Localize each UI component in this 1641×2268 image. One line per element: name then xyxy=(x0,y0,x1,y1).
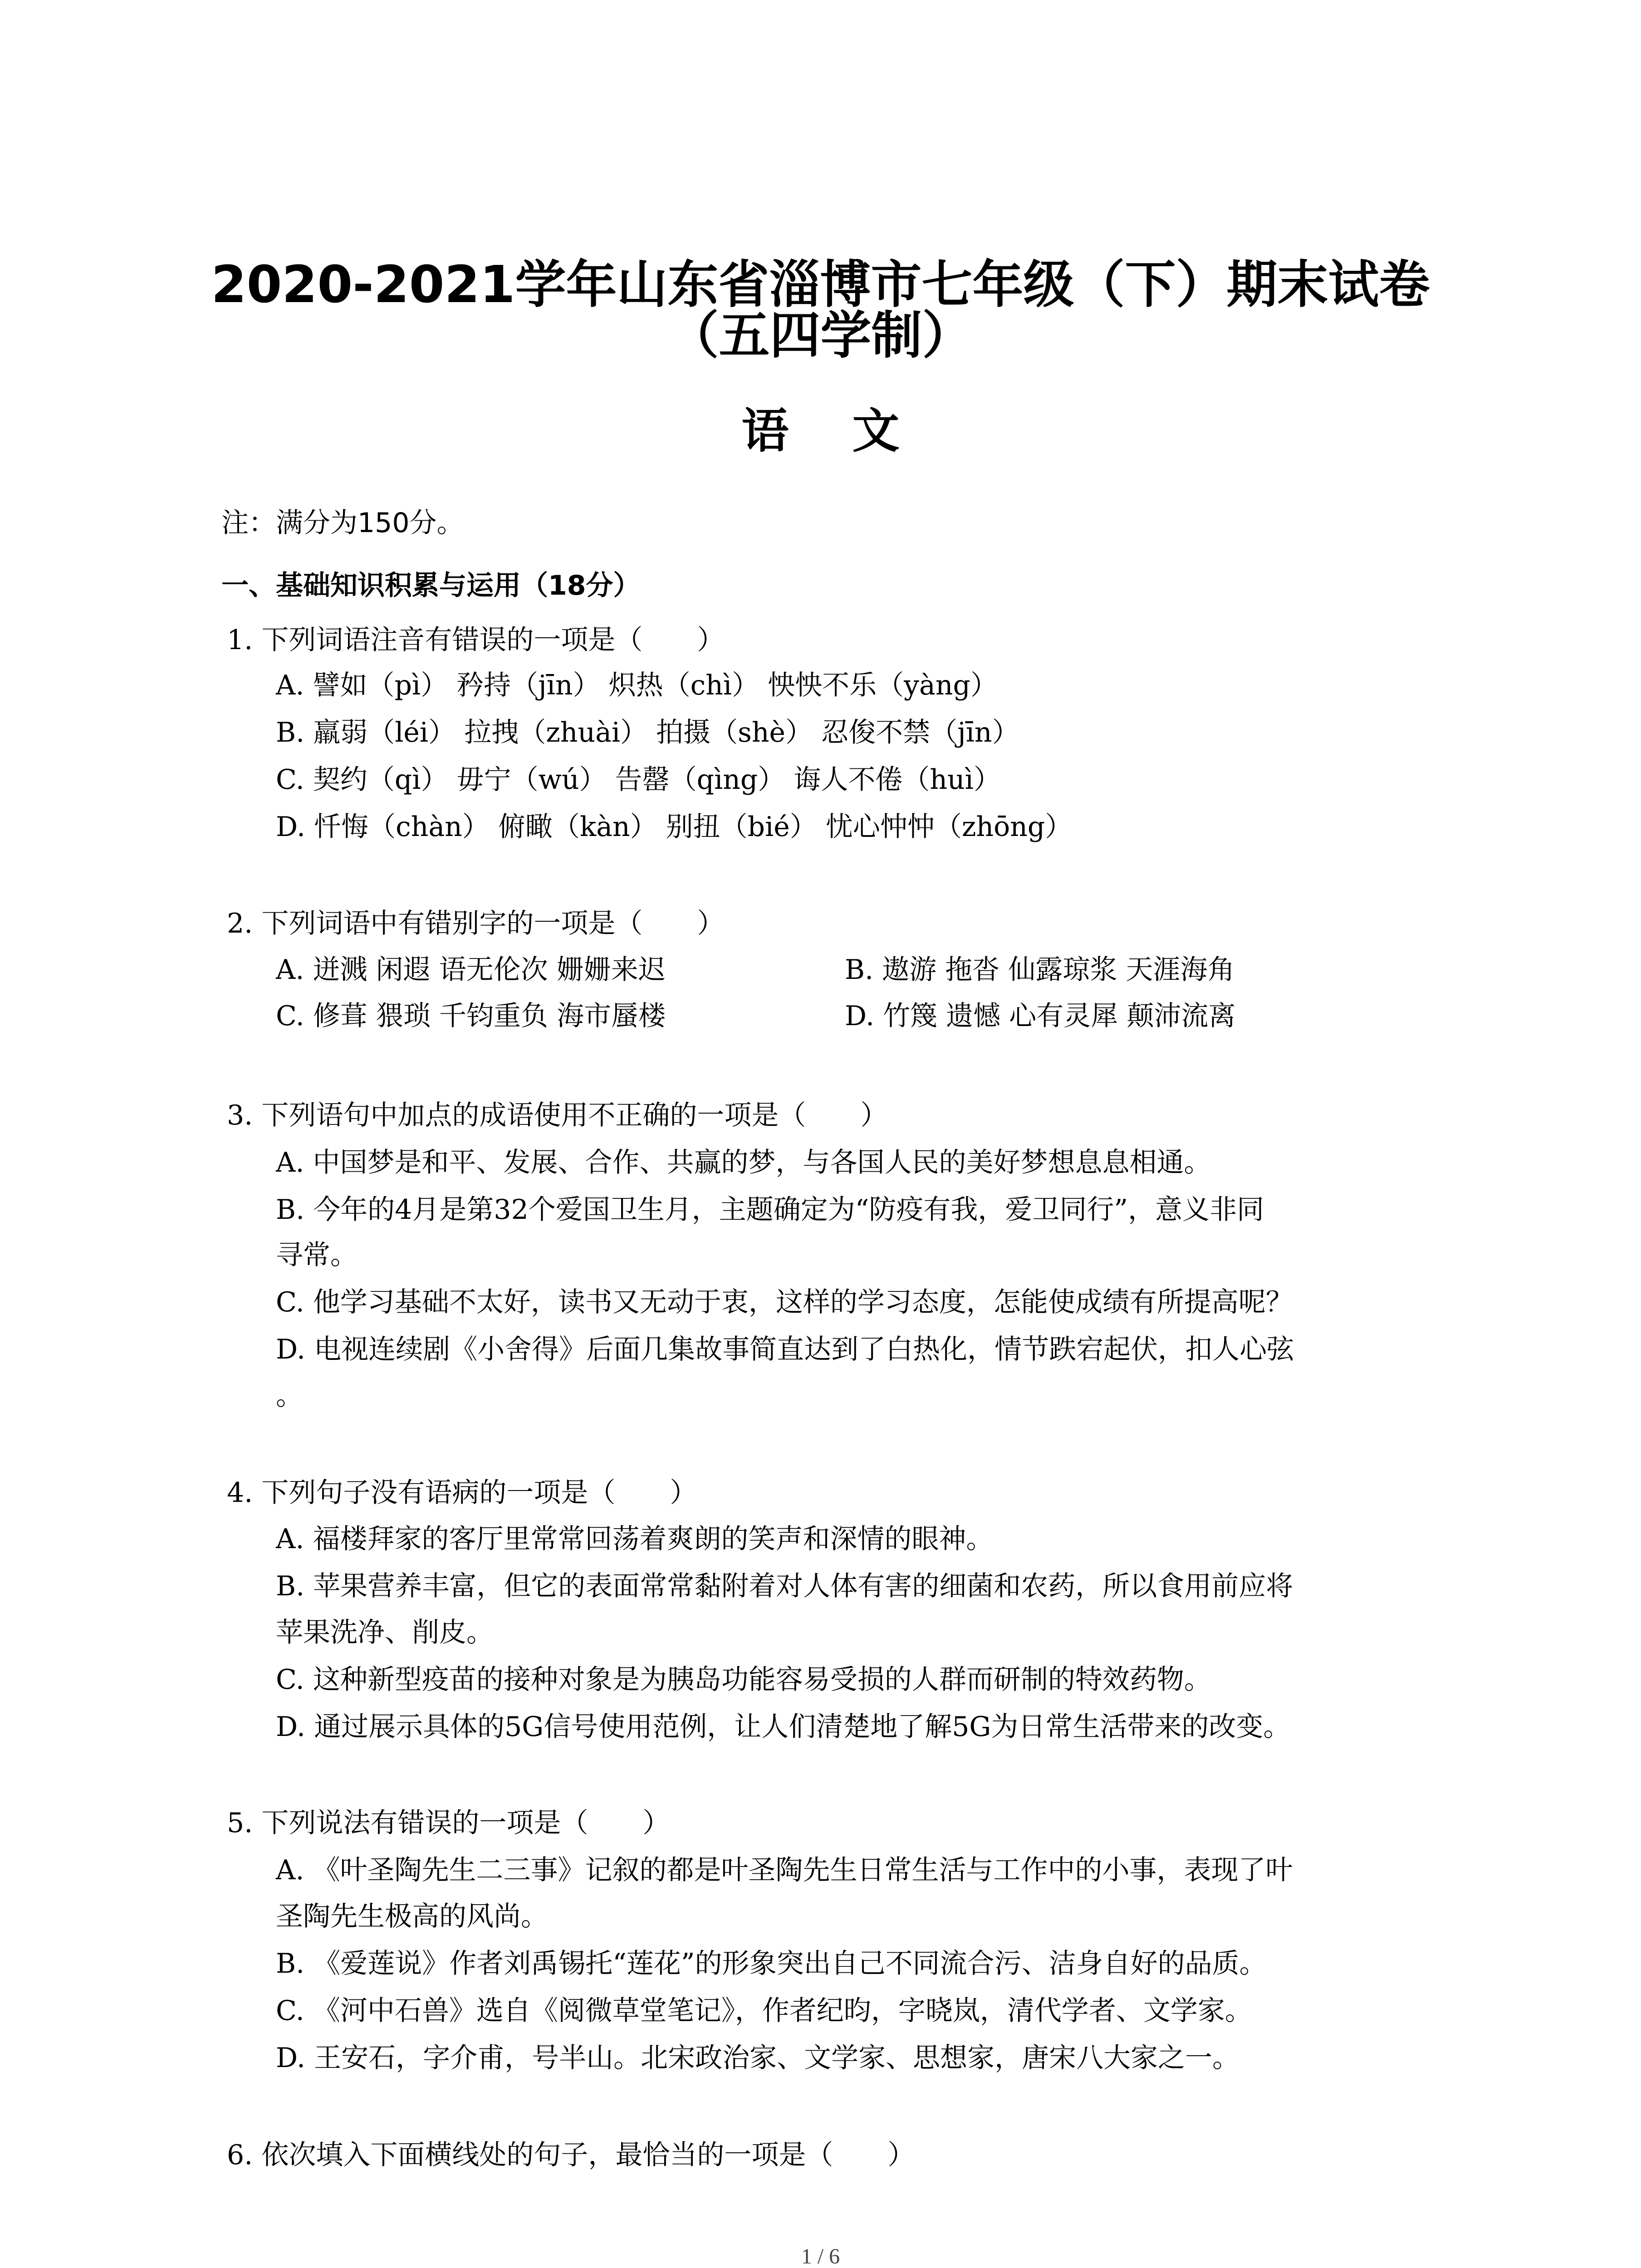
question-5-option-a: A. 《叶圣陶先生二三事》记叙的都是叶圣陶先生日常生活与工作中的小事，表现了叶 xyxy=(276,1854,1293,1886)
question-4-option-b: B. 苹果营养丰富，但它的表面常常黏附着对人体有害的细菌和农药，所以食用前应将 xyxy=(276,1570,1293,1602)
question-1-option-a: A. 譬如（pì） 矜持（jīn） 炽热（chì） 怏怏不乐（yàng） xyxy=(276,670,998,701)
question-1-option-b: B. 羸弱（léi） 拉拽（zhuài） 拍摄（shè） 忍俊不禁（jīn） xyxy=(276,717,1019,748)
question-2-option-b: B. 遨游 拖沓 仙露琼浆 天涯海角 xyxy=(845,954,1235,986)
question-5-option-a-cont: 圣陶先生极高的风尚。 xyxy=(276,1901,548,1932)
question-5-stem: 5. 下列说法有错误的一项是（ ） xyxy=(227,1807,670,1839)
question-2-option-d: D. 竹篾 遗憾 心有灵犀 颠沛流离 xyxy=(845,1000,1236,1032)
exam-title: 2020-2021学年山东省淄博市七年级（下）期末试卷 xyxy=(211,255,1430,314)
question-2-stem: 2. 下列词语中有错别字的一项是（ ） xyxy=(227,908,725,939)
question-4-option-c: C. 这种新型疫苗的接种对象是为胰岛功能容易受损的人群而研制的特效药物。 xyxy=(276,1664,1211,1696)
question-5-option-c: C. 《河中石兽》选自《阅微草堂笔记》，作者纪昀，字晓岚，清代学者、文学家。 xyxy=(276,1995,1252,2027)
question-3-option-b: B. 今年的4月是第32个爱国卫生月，主题确定为“防疫有我，爱卫同行”，意义非同 xyxy=(276,1194,1264,1226)
question-3-option-c: C. 他学习基础不太好，读书又无动于衷，这样的学习态度，怎能使成绩有所提高呢？ xyxy=(276,1286,1293,1318)
question-1-stem: 1. 下列词语注音有错误的一项是（ ） xyxy=(227,624,725,656)
question-1-option-d: D. 忏悔（chàn） 俯瞰（kàn） 别扭（bié） 忧心忡忡（zhōng） xyxy=(276,811,1073,843)
section-heading: 一、基础知识积累与运用（18分） xyxy=(221,570,641,601)
question-3-option-d-cont: 。 xyxy=(276,1380,303,1412)
question-6-stem: 6. 依次填入下面横线处的句子，最恰当的一项是（ ） xyxy=(227,2139,915,2171)
subject-heading: 语文 xyxy=(741,403,963,459)
question-3-option-b-cont: 寻常。 xyxy=(276,1239,358,1271)
question-3-option-d: D. 电视连续剧《小舍得》后面几集故事简直达到了白热化，情节跌宕起伏，扣人心弦 xyxy=(276,1334,1294,1365)
question-3-stem: 3. 下列语句中加点的成语使用不正确的一项是（ ） xyxy=(227,1100,888,1131)
score-note: 注：满分为150分。 xyxy=(221,507,464,539)
question-4-option-b-cont: 苹果洗净、削皮。 xyxy=(276,1617,494,1648)
question-5-option-d: D. 王安石，字介甫，号半山。北宋政治家、文学家、思想家，唐宋八大家之一。 xyxy=(276,2042,1240,2074)
exam-title-subline: （五四学制） xyxy=(668,306,973,365)
question-2-option-c: C. 修葺 猥琐 千钧重负 海市蜃楼 xyxy=(276,1000,666,1032)
question-4-option-a: A. 福楼拜家的客厅里常常回荡着爽朗的笑声和深情的眼神。 xyxy=(276,1523,994,1555)
question-3-option-a: A. 中国梦是和平、发展、合作、共赢的梦，与各国人民的美好梦想息息相通。 xyxy=(276,1147,1211,1178)
question-1-option-c: C. 契约（qì） 毋宁（wú） 告罄（qìng） 诲人不倦（huì） xyxy=(276,764,1001,796)
question-4-stem: 4. 下列句子没有语病的一项是（ ） xyxy=(227,1477,697,1509)
question-4-option-d: D. 通过展示具体的5G信号使用范例，让人们清楚地了解5G为日常生活带来的改变。 xyxy=(276,1711,1291,1743)
question-2-option-a: A. 迸溅 闲遐 语无伦次 姗姗来迟 xyxy=(276,954,666,986)
question-5-option-b: B. 《爱莲说》作者刘禹锡托“莲花”的形象突出自己不同流合污、洁身自好的品质。 xyxy=(276,1948,1267,1980)
page-number: 1 / 6 xyxy=(801,2244,840,2268)
